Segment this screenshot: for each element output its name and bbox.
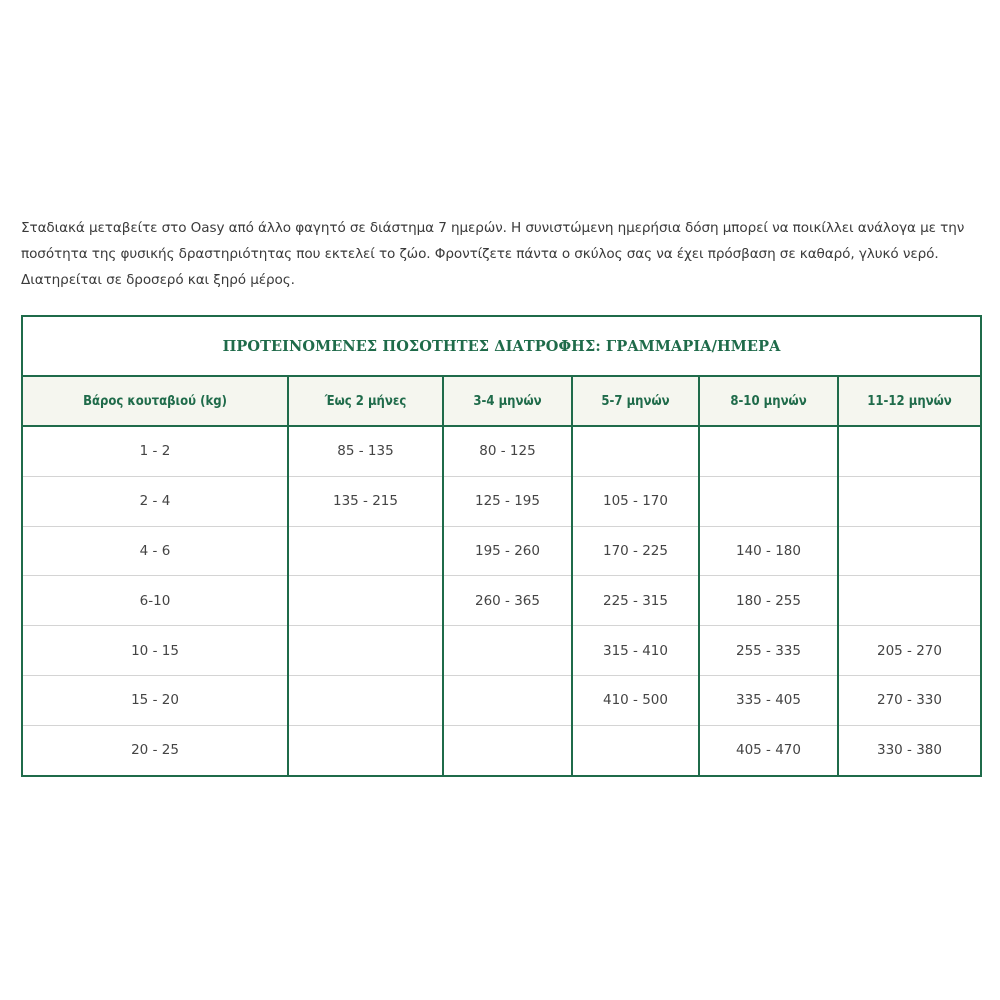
table-header-row — [22, 376, 981, 426]
portion-cell — [443, 675, 572, 725]
portion-cell: 125 - 195 — [443, 476, 572, 526]
intro-paragraph — [21, 215, 981, 293]
portion-cell: 270 - 330 — [838, 675, 981, 725]
weight-cell: 20 - 25 — [22, 725, 288, 775]
weight-cell: 15 - 20 — [22, 675, 288, 725]
portion-cell — [572, 426, 699, 476]
portion-cell — [838, 476, 981, 526]
portion-cell: 330 - 380 — [838, 725, 981, 775]
portion-cell: 80 - 125 — [443, 426, 572, 476]
portion-cell — [443, 626, 572, 676]
column-header: Βάρος κουταβιού (kg) — [22, 376, 288, 426]
table-row — [22, 626, 981, 676]
column-header: 3-4 μηνών — [443, 376, 572, 426]
portion-cell — [572, 725, 699, 775]
column-header: Έως 2 μήνες — [288, 376, 443, 426]
weight-cell: 6-10 — [22, 576, 288, 626]
portion-cell — [699, 426, 838, 476]
portion-cell: 260 - 365 — [443, 576, 572, 626]
intro-line: ποσότητα της φυσικής δραστηριότητας που εκτελεί το ζώο. Φροντίζετε πάντα ο σκύλος σας να έχει πρόσβαση σε καθαρό, γλυκό νερό. — [21, 246, 939, 262]
table-row — [22, 725, 981, 775]
intro-line: Διατηρείται σε δροσερό και ξηρό μέρος. — [21, 272, 295, 288]
portion-cell: 135 - 215 — [288, 476, 443, 526]
table-row — [22, 426, 981, 476]
weight-cell: 1 - 2 — [22, 426, 288, 476]
portion-cell — [288, 675, 443, 725]
portion-cell: 410 - 500 — [572, 675, 699, 725]
portion-cell: 105 - 170 — [572, 476, 699, 526]
portion-cell: 180 - 255 — [699, 576, 838, 626]
column-header: 11-12 μηνών — [838, 376, 981, 426]
portion-cell: 170 - 225 — [572, 526, 699, 576]
portion-cell — [443, 725, 572, 775]
portion-cell: 405 - 470 — [699, 725, 838, 775]
portion-cell — [288, 626, 443, 676]
table-row — [22, 526, 981, 576]
portion-cell — [288, 725, 443, 775]
portion-cell — [838, 526, 981, 576]
weight-cell: 4 - 6 — [22, 526, 288, 576]
column-header: 5-7 μηνών — [572, 376, 699, 426]
portion-cell — [699, 476, 838, 526]
table-title: ΠΡΟΤΕΙΝΟΜΕΝΕΣ ΠΟΣΟΤΗΤΕΣ ΔΙΑΤΡΟΦΗΣ: ΓΡΑΜΜΑΡΙΑ/ΗΜΕΡΑ — [22, 316, 981, 376]
feeding-table — [21, 315, 982, 777]
column-header: 8-10 μηνών — [699, 376, 838, 426]
weight-cell: 2 - 4 — [22, 476, 288, 526]
portion-cell: 225 - 315 — [572, 576, 699, 626]
portion-cell: 335 - 405 — [699, 675, 838, 725]
portion-cell: 85 - 135 — [288, 426, 443, 476]
weight-cell: 10 - 15 — [22, 626, 288, 676]
portion-cell — [838, 426, 981, 476]
portion-cell — [288, 526, 443, 576]
table-row — [22, 675, 981, 725]
portion-cell — [288, 576, 443, 626]
portion-cell — [838, 576, 981, 626]
portion-cell: 195 - 260 — [443, 526, 572, 576]
table-row — [22, 476, 981, 526]
table-row — [22, 576, 981, 626]
portion-cell: 140 - 180 — [699, 526, 838, 576]
portion-cell: 205 - 270 — [838, 626, 981, 676]
portion-cell: 315 - 410 — [572, 626, 699, 676]
intro-line: Σταδιακά μεταβείτε στο Oasy από άλλο φαγητό σε διάστημα 7 ημερών. Η συνιστώμενη ημερήσια δόση μπορεί να ποικίλλει ανάλογα με την — [21, 220, 965, 236]
portion-cell: 255 - 335 — [699, 626, 838, 676]
